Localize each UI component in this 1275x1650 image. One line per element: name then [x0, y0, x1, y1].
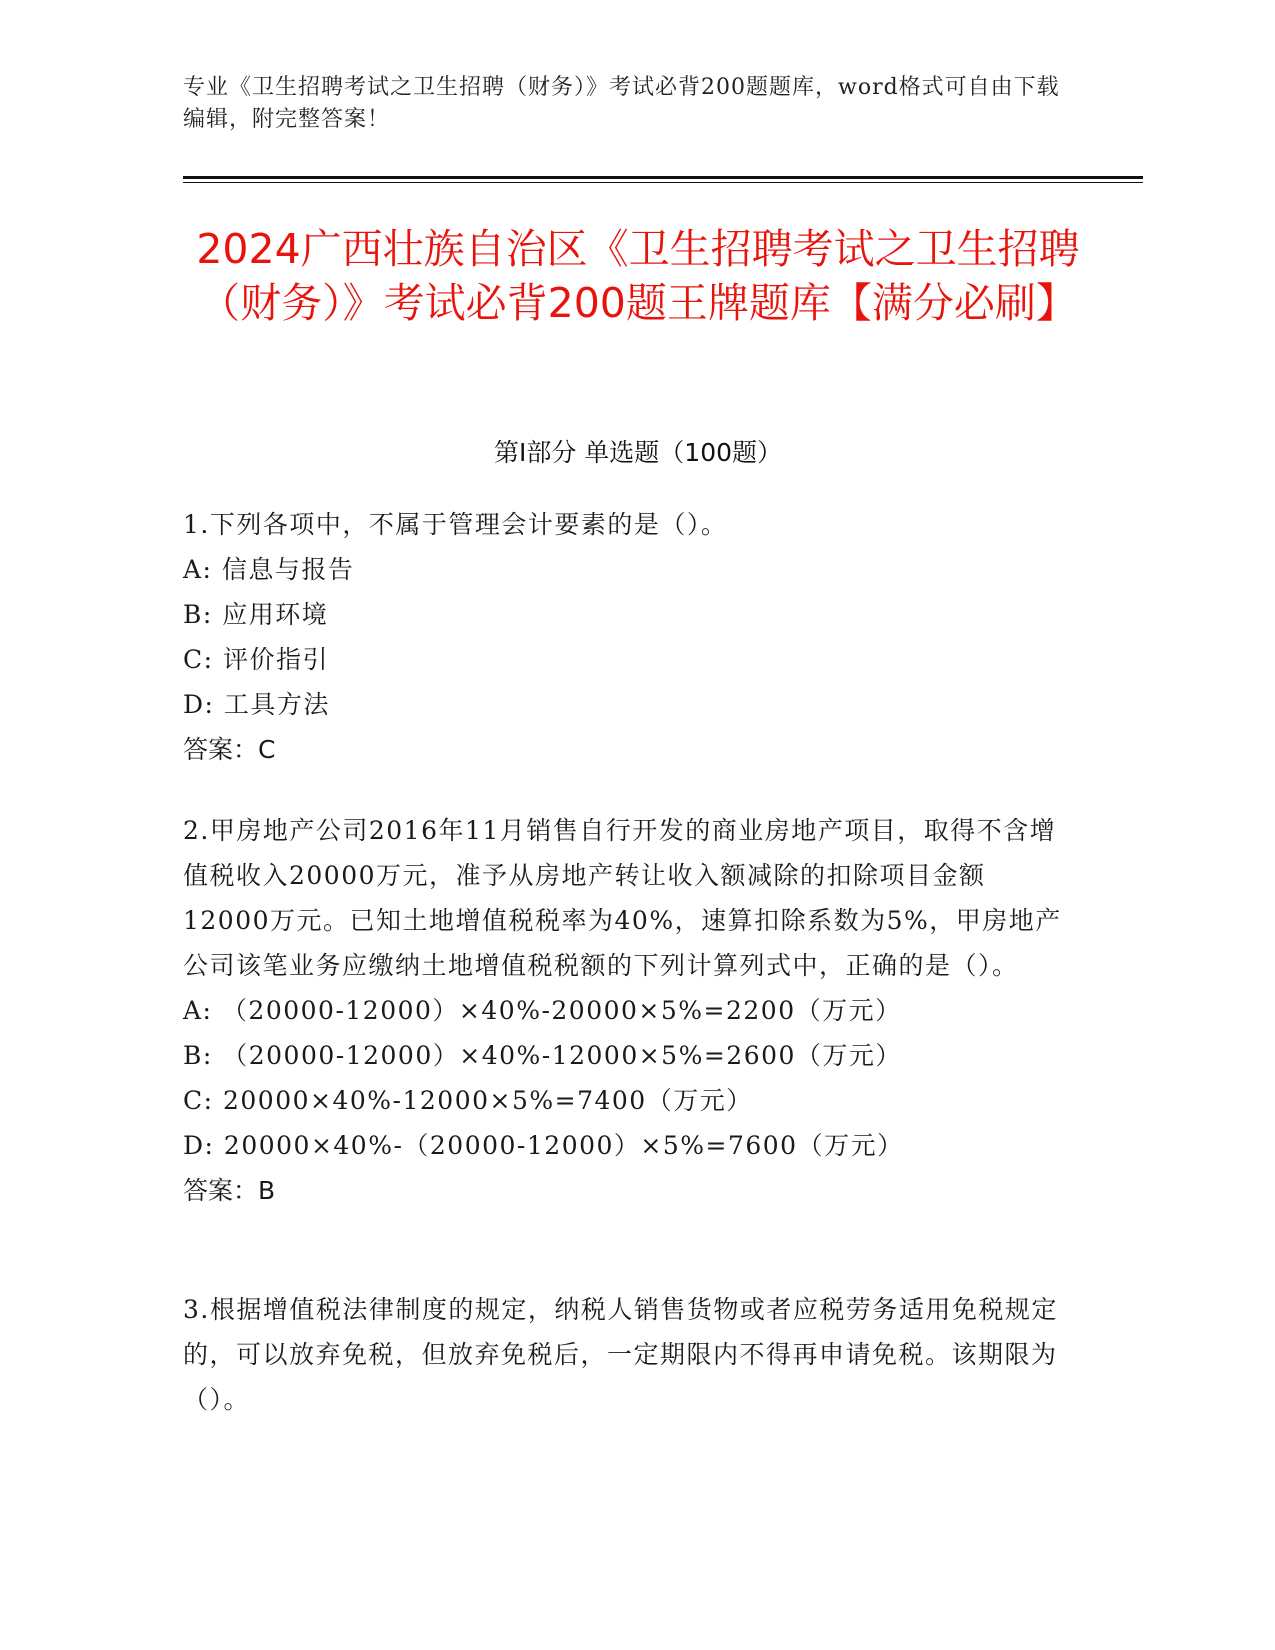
option-c: C: 20000×40%-12000×5%=7400（万元） [183, 1086, 753, 1115]
header-note: 专业《卫生招聘考试之卫生招聘（财务）》考试必背200题题库，word格式可自由下载编辑，附完整答案！ [183, 75, 1060, 132]
option-d: D: 工具方法 [183, 690, 330, 719]
option-a: A: （20000-12000）×40%-20000×5%=2200（万元） [183, 996, 902, 1025]
document-title: 2024广西壮族自治区《卫生招聘考试之卫生招聘（财务）》考试必背200题王牌题库【满分必刷】 [196, 225, 1080, 327]
question-stem: 3.根据增值税法律制度的规定，纳税人销售货物或者应税劳务适用免税规定的，可以放弃免税，但放弃免税后，一定期限内不得再申请免税。该期限为（）。 [183, 1295, 1058, 1414]
question-3 [183, 1287, 1063, 1422]
question-stem: 1.下列各项中，不属于管理会计要素的是（）。 [183, 510, 728, 539]
option-a: A: 信息与报告 [183, 555, 355, 584]
answer: 答案：B [183, 1176, 276, 1205]
answer: 答案：C [183, 735, 276, 764]
option-b: B: 应用环境 [183, 600, 329, 629]
header-rule-thin [183, 182, 1143, 183]
section-heading: 第Ⅰ部分 单选题（100题） [493, 438, 783, 467]
option-c: C: 评价指引 [183, 645, 329, 674]
question-stem: 2.甲房地产公司2016年11月销售自行开发的商业房地产项目，取得不含增值税收入20000万元，准予从房地产转让收入额减除的扣除项目金额12000万元。已知土地增值税税率为40%，速算扣除系数为5%，甲房地产公司该笔业务应缴纳土地增值税税额的下列计算列式中，正确的是（）。 [183, 816, 1062, 980]
question-2 [183, 808, 1063, 1213]
question-1 [183, 502, 1063, 772]
option-b: B: （20000-12000）×40%-12000×5%=2600（万元） [183, 1041, 902, 1070]
header-rule-thick [183, 176, 1143, 179]
option-d: D: 20000×40%-（20000-12000）×5%=7600（万元） [183, 1131, 904, 1160]
